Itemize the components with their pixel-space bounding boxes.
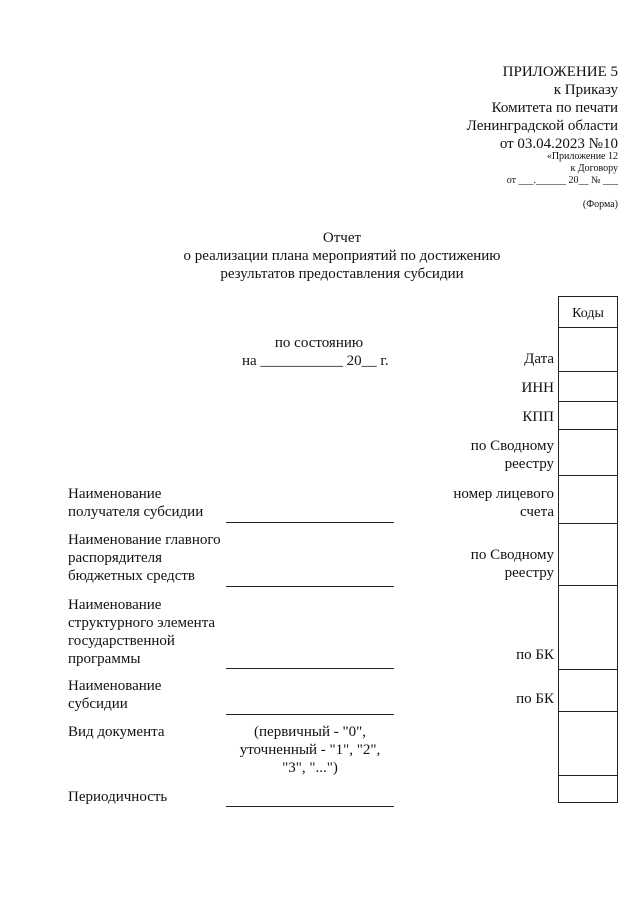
label-subsidy-2: субсидии	[68, 696, 128, 712]
appendix-date: от 03.04.2023 №10	[499, 136, 618, 152]
report-subtitle-2: результатов предоставления субсидии	[220, 266, 464, 282]
contract-appendix: «Приложение 12	[546, 151, 618, 162]
doctype-hint-2: уточненный - "1", "2",	[239, 742, 381, 758]
code-label-kpp: КПП	[522, 409, 554, 425]
label-manager-1: Наименование главного	[68, 532, 221, 548]
appendix-order-ref: к Приказу	[553, 82, 618, 98]
code-label-date: Дата	[524, 351, 554, 367]
label-manager-2: распорядителя	[68, 550, 162, 566]
codes-divider	[559, 371, 617, 372]
codes-divider	[559, 711, 617, 712]
code-label-bk-2: по БК	[516, 691, 554, 707]
code-label-bk-1: по БК	[516, 647, 554, 663]
label-program-2: структурного элемента	[68, 615, 216, 631]
codes-divider	[559, 429, 617, 430]
code-label-registry-1a: по Сводному	[470, 438, 554, 454]
appendix-title: ПРИЛОЖЕНИЕ 5	[502, 64, 618, 80]
report-subtitle-1: о реализации плана мероприятий по достижению	[183, 248, 501, 264]
codes-divider	[559, 327, 617, 328]
label-doctype: Вид документа	[68, 724, 165, 740]
codes-divider	[559, 585, 617, 586]
doctype-hint-1: (первичный - "0",	[254, 724, 366, 740]
label-program-1: Наименование	[68, 597, 162, 613]
appendix-region: Ленинградской области	[466, 118, 618, 134]
label-recipient-2: получателя субсидии	[68, 504, 204, 520]
contract-date: от ___.______ 20__ № ___	[506, 175, 618, 186]
appendix-committee: Комитета по печати	[491, 100, 618, 116]
codes-divider	[559, 401, 617, 402]
as-of-date: на ___________ 20__ г.	[242, 353, 389, 369]
subsidy-input-line[interactable]	[226, 714, 394, 715]
code-label-inn: ИНН	[521, 380, 554, 396]
code-label-registry-2b: реестру	[504, 565, 554, 581]
codes-divider	[559, 669, 617, 670]
code-label-registry-2a: по Сводному	[470, 547, 554, 563]
code-label-account-a: номер лицевого	[453, 486, 554, 502]
code-label-account-b: счета	[520, 504, 554, 520]
manager-input-line[interactable]	[226, 586, 394, 587]
label-program-4: программы	[68, 651, 141, 667]
label-periodicity: Периодичность	[68, 789, 168, 805]
codes-divider	[559, 475, 617, 476]
form-label: (Форма)	[582, 199, 618, 210]
codes-divider	[559, 523, 617, 524]
codes-column	[558, 296, 618, 803]
codes-header: Коды	[572, 306, 604, 321]
program-input-line[interactable]	[226, 668, 394, 669]
codes-divider	[559, 775, 617, 776]
label-program-3: государственной	[68, 633, 175, 649]
report-title: Отчет	[322, 230, 362, 246]
periodicity-input-line[interactable]	[226, 806, 394, 807]
label-manager-3: бюджетных средств	[68, 568, 195, 584]
doctype-hint-3: "3", "...")	[282, 760, 338, 776]
label-subsidy-1: Наименование	[68, 678, 162, 694]
recipient-input-line[interactable]	[226, 522, 394, 523]
as-of-label: по состоянию	[274, 335, 364, 351]
label-recipient-1: Наименование	[68, 486, 162, 502]
code-label-registry-1b: реестру	[504, 456, 554, 472]
contract-ref: к Договору	[570, 163, 618, 174]
